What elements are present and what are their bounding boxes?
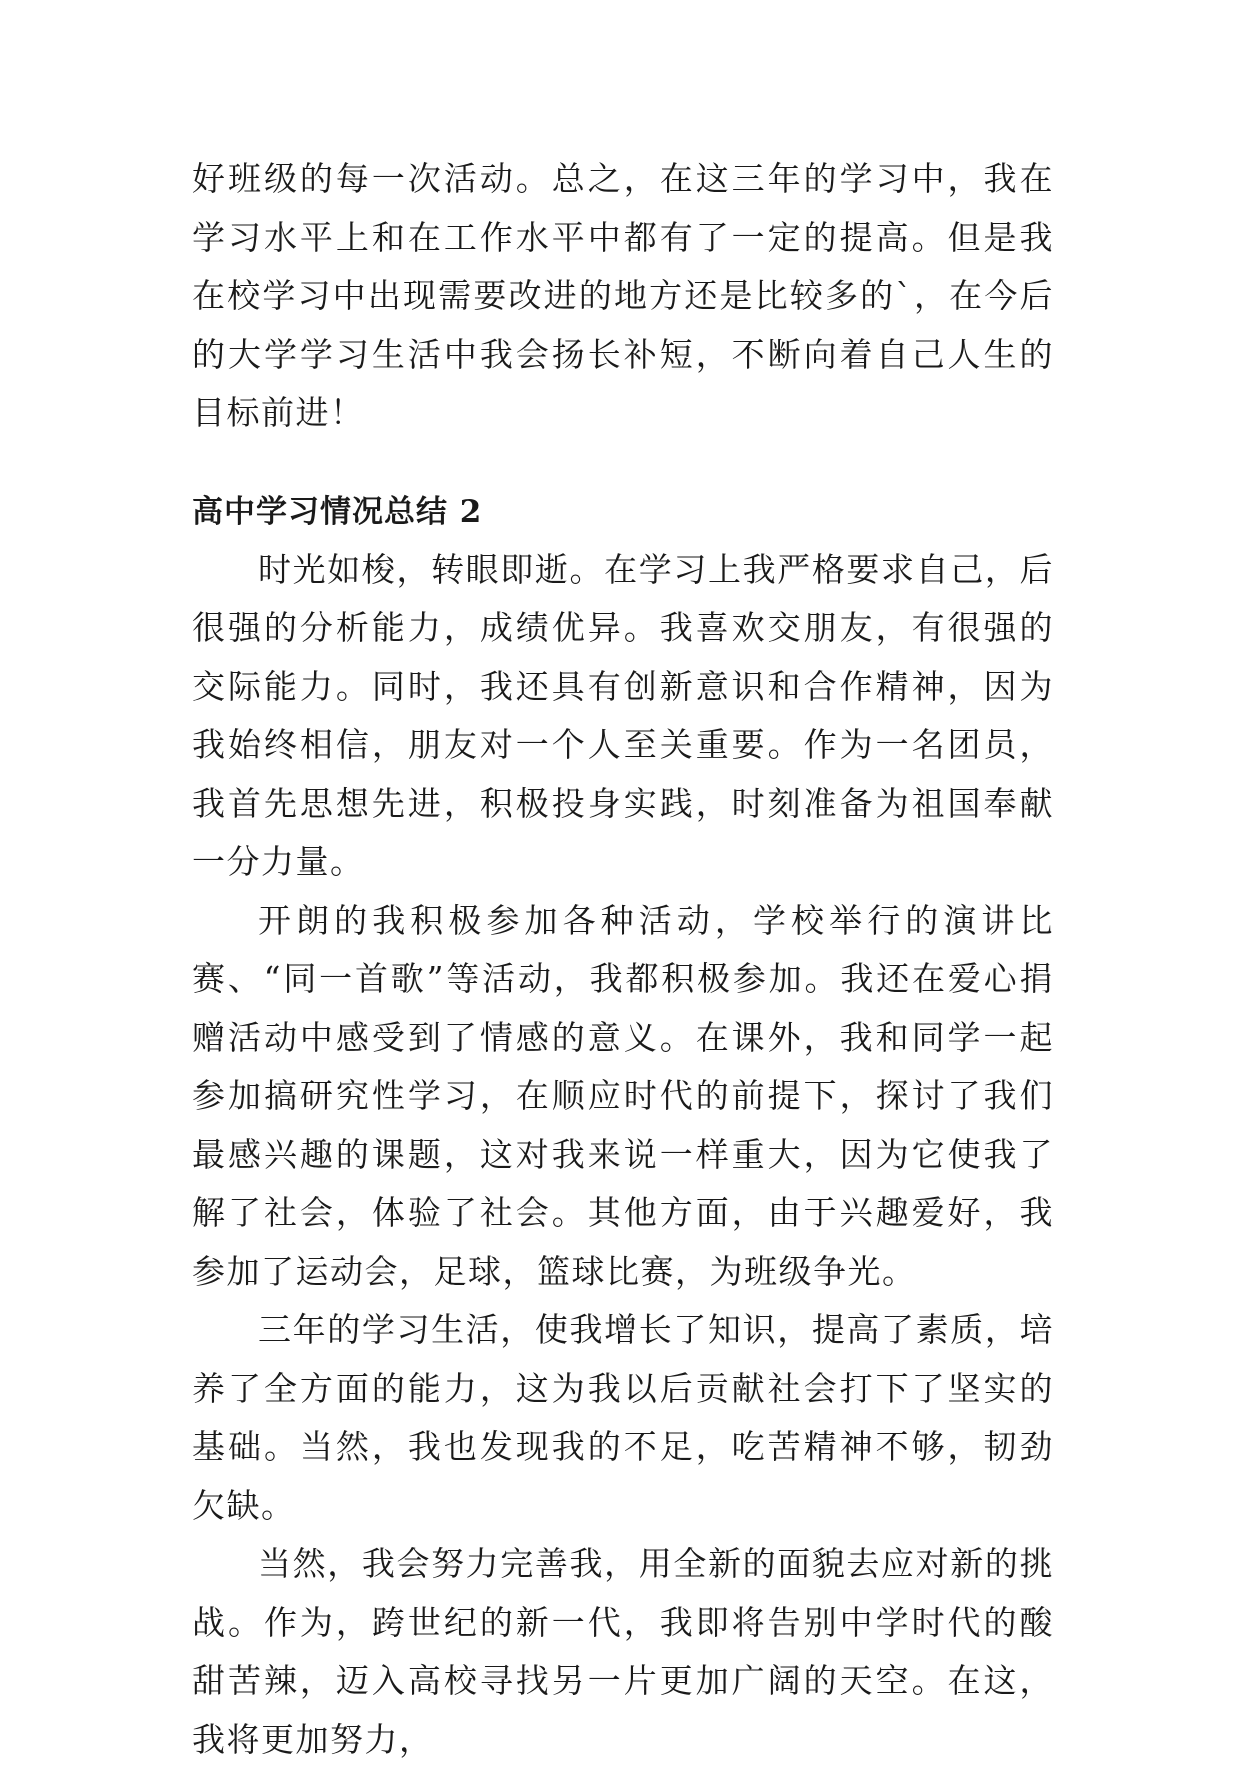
intro-paragraph: 好班级的每一次活动。总之，在这三年的学习中，我在学习水平上和在工作水平中都有了一定的提高。但是我在校学习中出现需要改进的地方还是比较多的`，在今后的大学学习生活中我会扬长补短，不断向着自己人生的目标前进！ xyxy=(192,159,1054,432)
paragraph-3: 三年的学习生活，使我增长了知识，提高了素质，培养了全方面的能力，这为我以后贡献社会打下了坚实的基础。当然，我也发现我的不足，吃苦精神不够，韧劲欠缺。 xyxy=(192,1310,1054,1525)
document-page xyxy=(192,150,1054,1769)
paragraph-2: 开朗的我积极参加各种活动，学校举行的演讲比赛、“同一首歌”等活动，我都积极参加。我还在爱心捐赠活动中感受到了情感的意义。在课外，我和同学一起参加搞研究性学习，在顺应时代的前提下，探讨了我们最感兴趣的课题，这对我来说一样重大，因为它使我了解了社会，体验了社会。其他方面，由于兴趣爱好，我参加了运动会，足球，篮球比赛，为班级争光。 xyxy=(192,900,1054,1291)
paragraph-4: 当然，我会努力完善我，用全新的面貌去应对新的挑战。作为，跨世纪的新一代，我即将告别中学时代的酸甜苦辣，迈入高校寻找另一片更加广阔的天空。在这，我将更加努力， xyxy=(192,1544,1054,1759)
section-title: 高中学习情况总结 2 xyxy=(192,493,483,530)
paragraph-1: 时光如梭，转眼即逝。在学习上我严格要求自己，后很强的分析能力，成绩优异。我喜欢交朋友，有很强的交际能力。同时，我还具有创新意识和合作精神，因为我始终相信，朋友对一个人至关重要。作为一名团员，我首先思想先进，积极投身实践，时刻准备为祖国奉献一分力量。 xyxy=(192,549,1054,881)
